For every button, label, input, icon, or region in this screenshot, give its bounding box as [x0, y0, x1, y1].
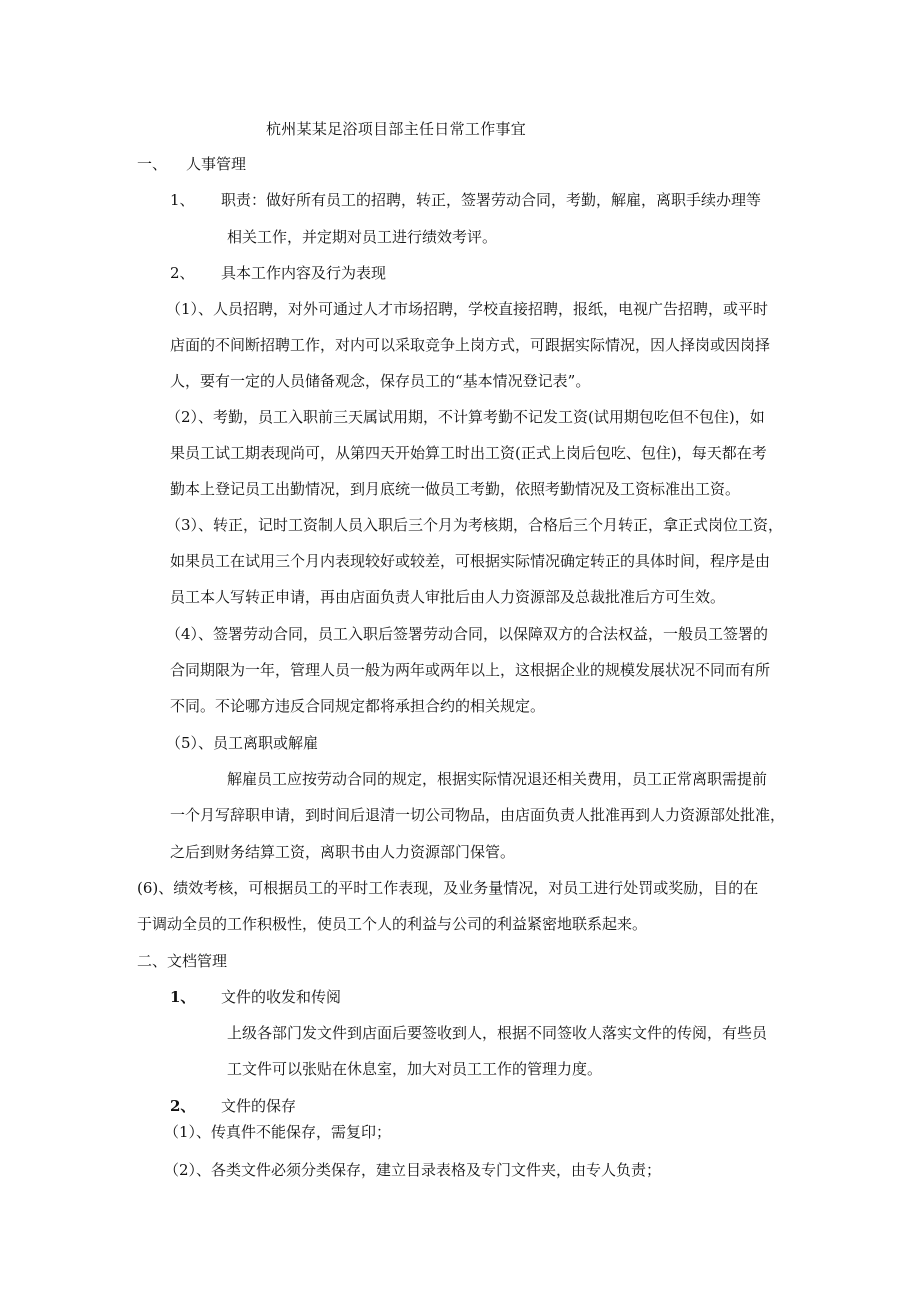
paragraph-line: 勤本上登记员工出勤情况，到月底统一做员工考勤，依照考勤情况及工资标准出工资。: [170, 480, 741, 498]
paragraph-line: 工文件可以张贴在休息室，加大对员工工作的管理力度。: [227, 1060, 603, 1078]
paragraph-line: 于调动全员的工作积极性，使员工个人的利益与公司的利益紧密地联系起来。: [137, 915, 648, 933]
sub-heading: （5）、员工离职或解雇: [166, 734, 319, 752]
section-heading: 人事管理: [186, 155, 247, 173]
paragraph-line: （2）、考勤，员工入职前三天属试用期，不计算考勤不记发工资(试用期包吃但不包住)，如: [166, 408, 765, 426]
item-number: 1、: [170, 191, 195, 209]
section-heading: 二、文档管理: [137, 952, 228, 970]
item-heading: 文件的收发和传阅: [221, 988, 342, 1006]
paragraph-line: 店面的不间断招聘工作，对内可以采取竞争上岗方式，可跟据实际情况，因人择岗或因岗择: [170, 336, 771, 354]
document-title: 杭州某某足浴项目部主任日常工作事宜: [266, 120, 527, 138]
paragraph-line: （3）、转正，记时工资制人员入职后三个月为考核期，合格后三个月转正，拿正式岗位工资，: [166, 516, 784, 534]
paragraph-line: 之后到财务结算工资，离职书由人力资源部门保管。: [170, 843, 516, 861]
paragraph-line: 如果员工在试用三个月内表现较好或较差，可根据实际情况确定转正的具体时间，程序是由: [170, 552, 771, 570]
item-number: 2、: [170, 1097, 196, 1115]
paragraph-line: 员工本人写转正申请，再由店面负责人审批后由人力资源部及总裁批准后方可生效。: [170, 588, 726, 606]
item-heading: 具本工作内容及行为表现: [221, 264, 387, 282]
paragraph-line: （4）、签署劳动合同，员工入职后签署劳动合同，以保障双方的合法权益，一般员工签署的: [166, 625, 769, 643]
paragraph-line: 合同期限为一年，管理人员一般为两年或两年以上，这根据企业的规模发展状况不同而有所: [170, 661, 771, 679]
paragraph-line: 不同。不论哪方违反合同规定都将承担合约的相关规定。: [170, 697, 546, 715]
paragraph-line: (6)、绩效考核，可根据员工的平时工作表现，及业务量情况，对员工进行处罚或奖励，目的在: [137, 879, 759, 897]
paragraph-line: 上级各部门发文件到店面后要签收到人，根据不同签收人落实文件的传阅，有些员: [227, 1024, 768, 1042]
paragraph-line: （1）、人员招聘，对外可通过人才市场招聘，学校直接招聘，报纸，电视广告招聘，或平时: [166, 300, 769, 318]
paragraph-line: 相关工作，并定期对员工进行绩效考评。: [227, 228, 498, 246]
item-number: 2、: [170, 264, 195, 282]
paragraph-line: 解雇员工应按劳动合同的规定，根据实际情况退还相关费用，员工正常离职需提前: [227, 770, 768, 788]
item-heading: 文件的保存: [221, 1097, 297, 1115]
item-number: 1、: [170, 988, 196, 1006]
paragraph-line: 果员工试工期表现尚可，从第四天开始算工时出工资(正式上岗后包吃、包住)，每天都在考: [170, 444, 767, 462]
list-item: （1）、传真件不能保存，需复印；: [164, 1123, 392, 1141]
paragraph-line: 一个月写辞职申请，到时间后退清一切公司物品，由店面负责人批准再到人力资源部处批准，: [170, 806, 786, 824]
paragraph-line: 职责：做好所有员工的招聘，转正，签署劳动合同，考勤，解雇，离职手续办理等: [221, 191, 762, 209]
paragraph-line: 人，要有一定的人员储备观念，保存员工的“基本情况登记表”。: [170, 372, 591, 390]
section-number: 一、: [137, 155, 168, 173]
list-item: （2）、各类文件必须分类保存，建立目录表格及专门文件夹，由专人负责；: [164, 1161, 662, 1179]
